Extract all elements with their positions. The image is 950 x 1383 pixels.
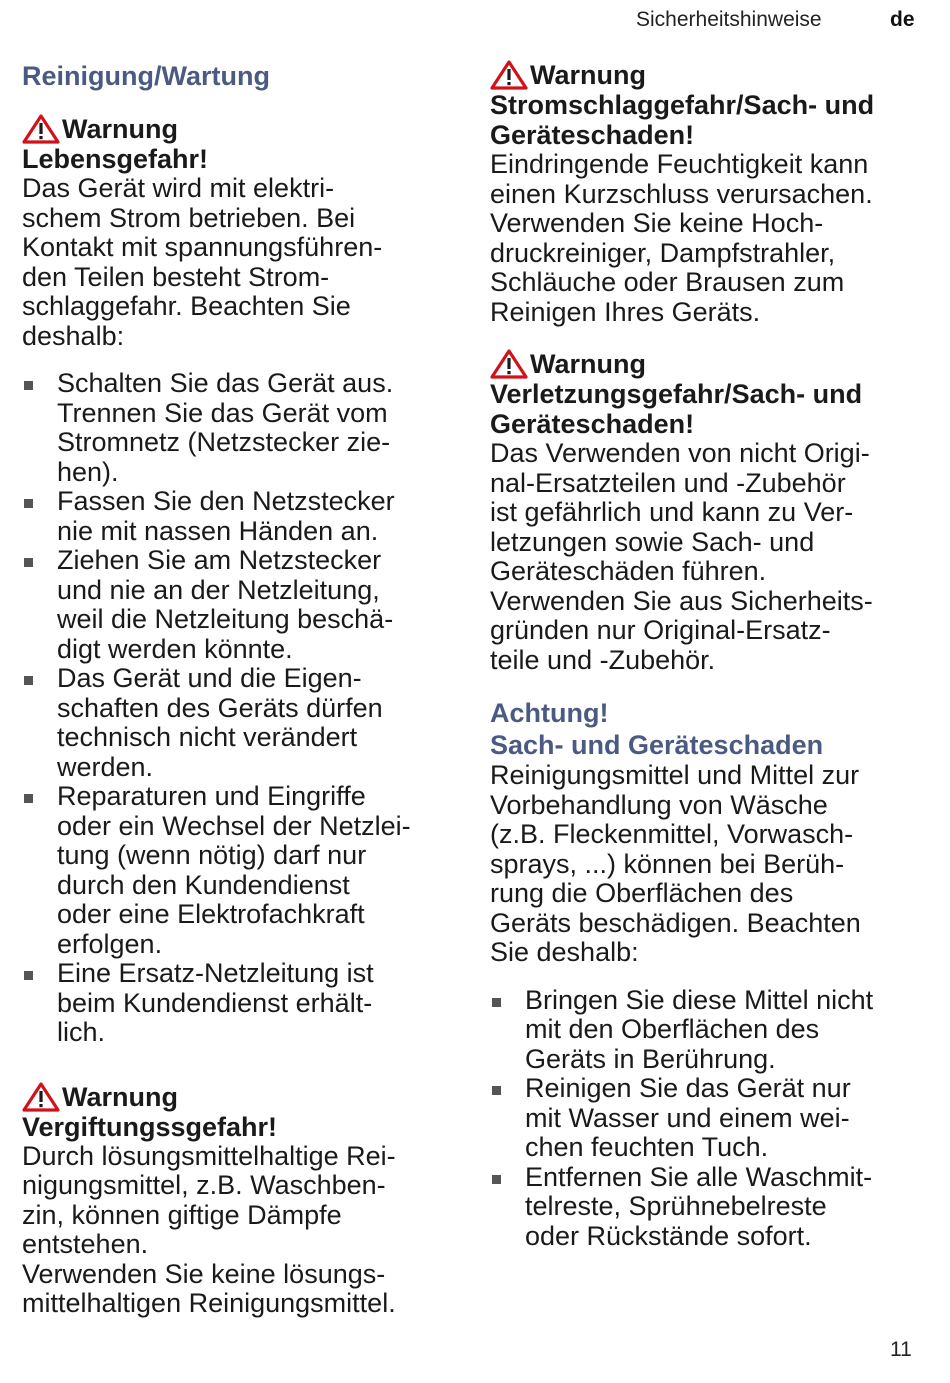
- section-title: Reinigung/Wartung: [22, 61, 270, 91]
- warning-triangle-icon: [22, 1082, 60, 1112]
- list-item-text: Eine Ersatz-Netzleitung ist beim Kundendienst erhält- lich.: [57, 958, 374, 1047]
- warning-text: Das Gerät wird mit elektri- schem Strom betrieben. Bei Kontakt mit spannungsführen- den Teilen besteht Strom- schlaggefahr. Beachten Sie deshalb:: [22, 173, 383, 351]
- right-column: [490, 60, 930, 1273]
- caution-block: [490, 697, 930, 1251]
- warning-block-shock: [490, 60, 930, 327]
- list-item: [22, 782, 452, 959]
- bullet-list: [22, 369, 452, 1048]
- warning-subtitle: Lebensgefahr!: [22, 144, 209, 174]
- list-item: [22, 664, 452, 782]
- warning-triangle-icon: [490, 60, 528, 90]
- list-item: [490, 1074, 930, 1163]
- header-section-title: Sicherheitshinweise: [636, 8, 822, 31]
- list-item: [22, 487, 452, 546]
- page-number: 11: [890, 1338, 912, 1361]
- bullet-square-icon: [24, 971, 33, 980]
- warning-triangle-icon: [490, 349, 528, 379]
- list-item-text: Das Gerät und die Eigen- schaften des Geräts dürfen technisch nicht verändert werden.: [57, 663, 383, 782]
- warning-subtitle: Vergiftungssgefahr!: [22, 1111, 278, 1142]
- list-item-text: Bringen Sie diese Mittel nicht mit den Oberflächen des Geräts in Berührung.: [525, 984, 874, 1074]
- warning-text: Eindringende Feuchtigkeit kann einen Kurzschluss verursachen. Verwenden Sie keine Hoch- druckreiniger, Dampfstrahler, Schläuche oder Brausen zum Reinigen Ihres Geräts.: [490, 149, 873, 327]
- bullet-square-icon: [492, 1175, 501, 1184]
- warning-label: Warnung: [62, 114, 178, 144]
- warning-triangle-icon: [22, 114, 60, 144]
- bullet-square-icon: [24, 676, 33, 685]
- bullet-square-icon: [492, 1086, 501, 1095]
- warning-subtitle: Verletzungsgefahr/Sach- und Geräteschaden!: [490, 379, 863, 439]
- warning-heading: [22, 1082, 452, 1112]
- warning-label: Warnung: [530, 60, 646, 90]
- caution-label: Achtung!: [490, 698, 609, 728]
- list-item: [22, 959, 452, 1048]
- caution-text: Reinigungsmittel und Mittel zur Vorbehandlung von Wäsche (z.B. Fleckenmittel, Vorwasch- sprays, ...) können bei Berüh- rung die Oberflächen des Geräts beschädigen. Beachten Sie deshalb:: [490, 760, 861, 967]
- bullet-square-icon: [492, 998, 501, 1007]
- list-item: [22, 546, 452, 664]
- list-item: [490, 1163, 930, 1252]
- list-item: [490, 986, 930, 1075]
- left-column: [22, 60, 452, 1341]
- bullet-square-icon: [24, 558, 33, 567]
- warning-text: Durch lösungsmittelhaltige Rei- nigungsmittel, z.B. Waschben- zin, können giftige Dämpfe entstehen. Verwenden Sie keine lösungs- mittelhaltigen Reinigungsmittel.: [22, 1140, 396, 1318]
- list-item-text: Fassen Sie den Netzstecker nie mit nassen Händen an.: [57, 486, 395, 546]
- header-language: de: [890, 8, 915, 31]
- warning-label: Warnung: [62, 1081, 178, 1112]
- list-item-text: Ziehen Sie am Netzstecker und nie an der Netzleitung, weil die Netzleitung beschä- digt werden könnte.: [57, 545, 394, 664]
- bullet-square-icon: [24, 381, 33, 390]
- warning-label: Warnung: [530, 349, 646, 379]
- warning-subtitle: Stromschlaggefahr/Sach- und Geräteschaden!: [490, 90, 875, 150]
- bullet-square-icon: [24, 794, 33, 803]
- bullet-square-icon: [24, 499, 33, 508]
- list-item-text: Reparaturen und Eingriffe oder ein Wechsel der Netzlei- tung (wenn nötig) darf nur durch den Kundendienst oder eine Elektrofachkraft erfolgen.: [57, 781, 411, 959]
- warning-block-injury: [490, 349, 930, 675]
- list-item-text: Reinigen Sie das Gerät nur mit Wasser und einem wei- chen feuchten Tuch.: [525, 1073, 851, 1162]
- caution-subtitle: Sach- und Geräteschaden: [490, 730, 824, 760]
- warning-heading: [22, 114, 452, 144]
- warning-block-electric: [22, 114, 452, 1048]
- list-item-text: Schalten Sie das Gerät aus. Trennen Sie das Gerät vom Stromnetz (Netzstecker zie- hen).: [57, 368, 394, 487]
- warning-heading: [490, 349, 930, 379]
- warning-heading: [490, 60, 930, 90]
- bullet-list: [490, 986, 930, 1252]
- warning-block-poison: [22, 1082, 452, 1319]
- warning-text: Das Verwenden von nicht Origi- nal-Ersatzteilen und -Zubehör ist gefährlich und kann zu Ver- letzungen sowie Sach- und Geräteschäden führen. Verwenden Sie aus Sicherheits- gründen nur Original-Ersatz- teile und -Zubehör.: [490, 438, 873, 675]
- list-item: [22, 369, 452, 487]
- list-item-text: Entfernen Sie alle Waschmit- telreste, Sprühnebelreste oder Rückstände sofort.: [525, 1161, 873, 1251]
